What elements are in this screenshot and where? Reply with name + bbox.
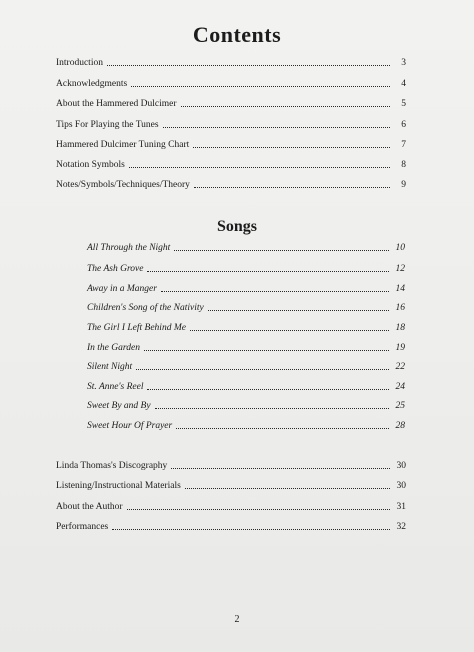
toc-entry-page: 31 bbox=[396, 502, 406, 512]
song-page: 19 bbox=[395, 343, 405, 353]
song-page: 10 bbox=[395, 243, 405, 253]
toc-entry-page: 6 bbox=[401, 120, 406, 130]
song-entry bbox=[87, 301, 405, 315]
dot-leader bbox=[155, 399, 389, 409]
toc-entry bbox=[56, 158, 406, 172]
song-page: 22 bbox=[395, 362, 405, 372]
dot-leader bbox=[176, 419, 389, 429]
song-entry bbox=[87, 360, 405, 374]
toc-entry-label: Performances bbox=[56, 522, 109, 532]
toc-entry-page: 32 bbox=[396, 522, 406, 532]
toc-entry-page: 30 bbox=[396, 461, 406, 471]
toc-entry bbox=[56, 459, 406, 473]
song-page: 14 bbox=[395, 284, 405, 294]
song-title: The Girl I Left Behind Me bbox=[87, 323, 186, 333]
toc-entry-page: 30 bbox=[396, 481, 406, 491]
toc-entry bbox=[56, 138, 406, 152]
toc-entry-page: 7 bbox=[401, 140, 406, 150]
toc-entry bbox=[56, 479, 406, 493]
toc-entry-label: Linda Thomas's Discography bbox=[56, 461, 168, 471]
dot-leader bbox=[181, 97, 390, 107]
toc-entry-label: Introduction bbox=[56, 58, 103, 68]
toc-entry bbox=[56, 56, 406, 70]
toc-entry-label: Acknowledgments bbox=[56, 79, 128, 89]
song-entry bbox=[87, 341, 405, 355]
song-entry bbox=[87, 419, 405, 433]
toc-entry-page: 8 bbox=[401, 160, 406, 170]
song-entry bbox=[87, 241, 405, 255]
dot-leader bbox=[190, 321, 389, 331]
song-entry bbox=[87, 282, 405, 296]
dot-leader bbox=[163, 118, 390, 128]
dot-leader bbox=[129, 158, 390, 168]
song-entry bbox=[87, 262, 405, 276]
toc-entry-label: Notation Symbols bbox=[56, 160, 125, 170]
song-title: Silent Night bbox=[87, 362, 133, 372]
toc-entry bbox=[56, 520, 406, 534]
song-entry bbox=[87, 380, 405, 394]
dot-leader bbox=[161, 282, 389, 292]
song-title: Sweet By and By bbox=[87, 401, 151, 411]
toc-entry bbox=[56, 178, 406, 192]
toc-entry-page: 5 bbox=[401, 99, 406, 109]
song-title: Away in a Manger bbox=[87, 284, 157, 294]
song-title: Sweet Hour Of Prayer bbox=[87, 421, 173, 431]
page-title: Contents bbox=[192, 22, 282, 47]
toc-entry-label: About the Hammered Dulcimer bbox=[56, 99, 177, 109]
toc-entry bbox=[56, 97, 406, 111]
songs-heading: Songs bbox=[216, 218, 258, 235]
toc-entry bbox=[56, 118, 406, 132]
toc-entry-page: 3 bbox=[401, 58, 406, 68]
page-number: 2 bbox=[234, 614, 240, 625]
dot-leader bbox=[107, 56, 390, 66]
dot-leader bbox=[194, 178, 390, 188]
toc-entry-label: Hammered Dulcimer Tuning Chart bbox=[56, 140, 190, 150]
toc-entry bbox=[56, 77, 406, 91]
song-entry bbox=[87, 399, 405, 413]
song-title: In the Garden bbox=[87, 343, 140, 353]
toc-entry-page: 9 bbox=[401, 180, 406, 190]
toc-entry bbox=[56, 500, 406, 514]
toc-entry-label: Notes/Symbols/Techniques/Theory bbox=[56, 180, 190, 190]
song-title: St. Anne's Reel bbox=[87, 382, 144, 392]
toc-entry-label: About the Author bbox=[56, 502, 123, 512]
dot-leader bbox=[185, 479, 390, 489]
song-title: Children's Song of the Nativity bbox=[87, 303, 204, 313]
song-page: 16 bbox=[395, 303, 405, 313]
dot-leader bbox=[174, 241, 389, 251]
dot-leader bbox=[171, 459, 390, 469]
dot-leader bbox=[147, 380, 389, 390]
song-title: The Ash Grove bbox=[87, 264, 144, 274]
dot-leader bbox=[131, 77, 390, 87]
song-title: All Through the Night bbox=[87, 243, 171, 253]
dot-leader bbox=[147, 262, 389, 272]
song-page: 28 bbox=[395, 421, 405, 431]
dot-leader bbox=[144, 341, 389, 351]
dot-leader bbox=[208, 301, 389, 311]
song-page: 12 bbox=[395, 264, 405, 274]
song-entry bbox=[87, 321, 405, 335]
toc-entry-label: Tips For Playing the Tunes bbox=[56, 120, 159, 130]
song-page: 24 bbox=[395, 382, 405, 392]
song-page: 18 bbox=[395, 323, 405, 333]
dot-leader bbox=[193, 138, 390, 148]
dot-leader bbox=[127, 500, 391, 510]
dot-leader bbox=[136, 360, 389, 370]
song-page: 25 bbox=[395, 401, 405, 411]
toc-entry-page: 4 bbox=[401, 79, 406, 89]
toc-entry-label: Listening/Instructional Materials bbox=[56, 481, 181, 491]
dot-leader bbox=[112, 520, 390, 530]
